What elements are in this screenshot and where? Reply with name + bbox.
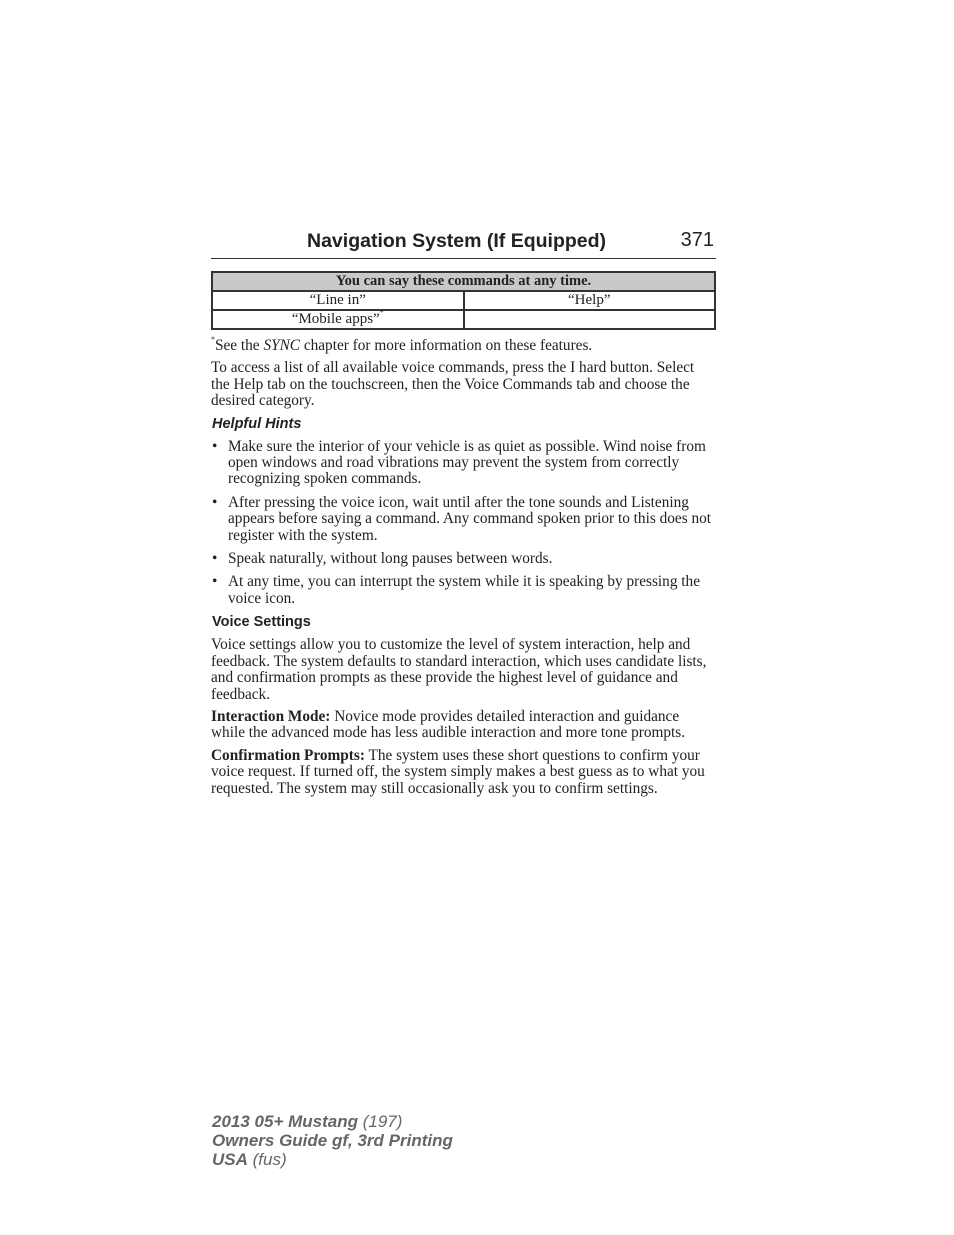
table-row — [212, 291, 715, 310]
footer-line — [212, 1112, 453, 1131]
table-cell — [464, 310, 716, 329]
footer-line — [212, 1150, 453, 1169]
footer-line — [212, 1131, 453, 1150]
footnote — [211, 335, 716, 354]
footer-guide: Owners Guide gf, 3rd Printing — [212, 1131, 453, 1150]
page-content — [211, 335, 716, 803]
footer-market-code: (fus) — [247, 1150, 287, 1169]
bullet: • — [212, 573, 218, 591]
voice-settings-intro: Voice settings allow you to customize the level of system interaction, help and feedback. The system defaults to standard interaction, which uses candidate lists, and confirmation prompts as these provide the highest level of guidance and feedback. — [211, 636, 707, 703]
table-header-row — [212, 272, 715, 291]
confirmation-prompts-text: The system uses these short questions to confirm your voice request. If turned off, the system simply makes a best guess as to what you requested. The system may still occasionally ask you to confirm settings. — [211, 746, 705, 797]
list-item-text: Make sure the interior of your vehicle is as quiet as possible. Wind noise from open windows and road vibrations may prevent the system from correctly recognizing spoken commands. — [228, 437, 706, 488]
interaction-mode-text: Novice mode provides detailed interaction and guidance while the advanced mode has less audible interaction and more tone prompts. — [211, 707, 686, 742]
helpful-hints-heading: Helpful Hints — [212, 415, 302, 432]
helpful-hints-list — [211, 439, 716, 608]
section-title: Navigation System (If Equipped) — [307, 230, 607, 252]
bullet: • — [212, 493, 218, 511]
table-row — [212, 310, 715, 329]
footnote-marker: * — [211, 335, 215, 344]
list-item-text: After pressing the voice icon, wait until after the tone sounds and Listening appears before saying a command. Any command spoken prior to this does not register with the system. — [228, 493, 712, 544]
table-heading: You can say these commands at any time. — [212, 272, 715, 291]
list-item — [211, 551, 716, 567]
list-item — [211, 574, 716, 607]
voice-settings-heading: Voice Settings — [212, 614, 311, 631]
bullet: • — [212, 437, 218, 455]
page-number: 371 — [680, 229, 714, 251]
table-cell: “Help” — [464, 291, 716, 310]
confirmation-prompts-paragraph — [211, 748, 716, 797]
page-header — [211, 228, 716, 259]
list-item — [211, 439, 716, 488]
list-item — [211, 495, 716, 544]
footnote-emphasis: SYNC — [263, 337, 300, 354]
intro-paragraph: To access a list of all available voice commands, press the I hard button. Select the Help tab on the touchscreen, then the Voice Commands tab and choose the desired category. — [211, 359, 695, 410]
footnote-text: chapter for more information on these features. — [300, 337, 593, 354]
footnote-marker: * — [379, 308, 384, 317]
interaction-mode-label: Interaction Mode: — [211, 707, 331, 725]
interaction-mode-paragraph — [211, 709, 716, 742]
table-cell — [212, 310, 464, 329]
footer-market: USA — [212, 1150, 248, 1169]
page-footer — [212, 1112, 453, 1169]
table-cell: “Line in” — [212, 291, 464, 310]
footer-code: (197) — [358, 1112, 403, 1131]
list-item-text: Speak naturally, without long pauses between words. — [228, 550, 553, 568]
list-item-text: At any time, you can interrupt the system while it is speaking by pressing the voice icon. — [228, 573, 700, 607]
footnote-text: See the — [215, 337, 264, 354]
table-cell-text: “Mobile apps” — [291, 311, 380, 327]
confirmation-prompts-label: Confirmation Prompts: — [211, 746, 365, 764]
voice-commands-table — [211, 271, 716, 330]
footer-model: 2013 05+ Mustang — [212, 1112, 358, 1131]
bullet: • — [212, 550, 218, 568]
